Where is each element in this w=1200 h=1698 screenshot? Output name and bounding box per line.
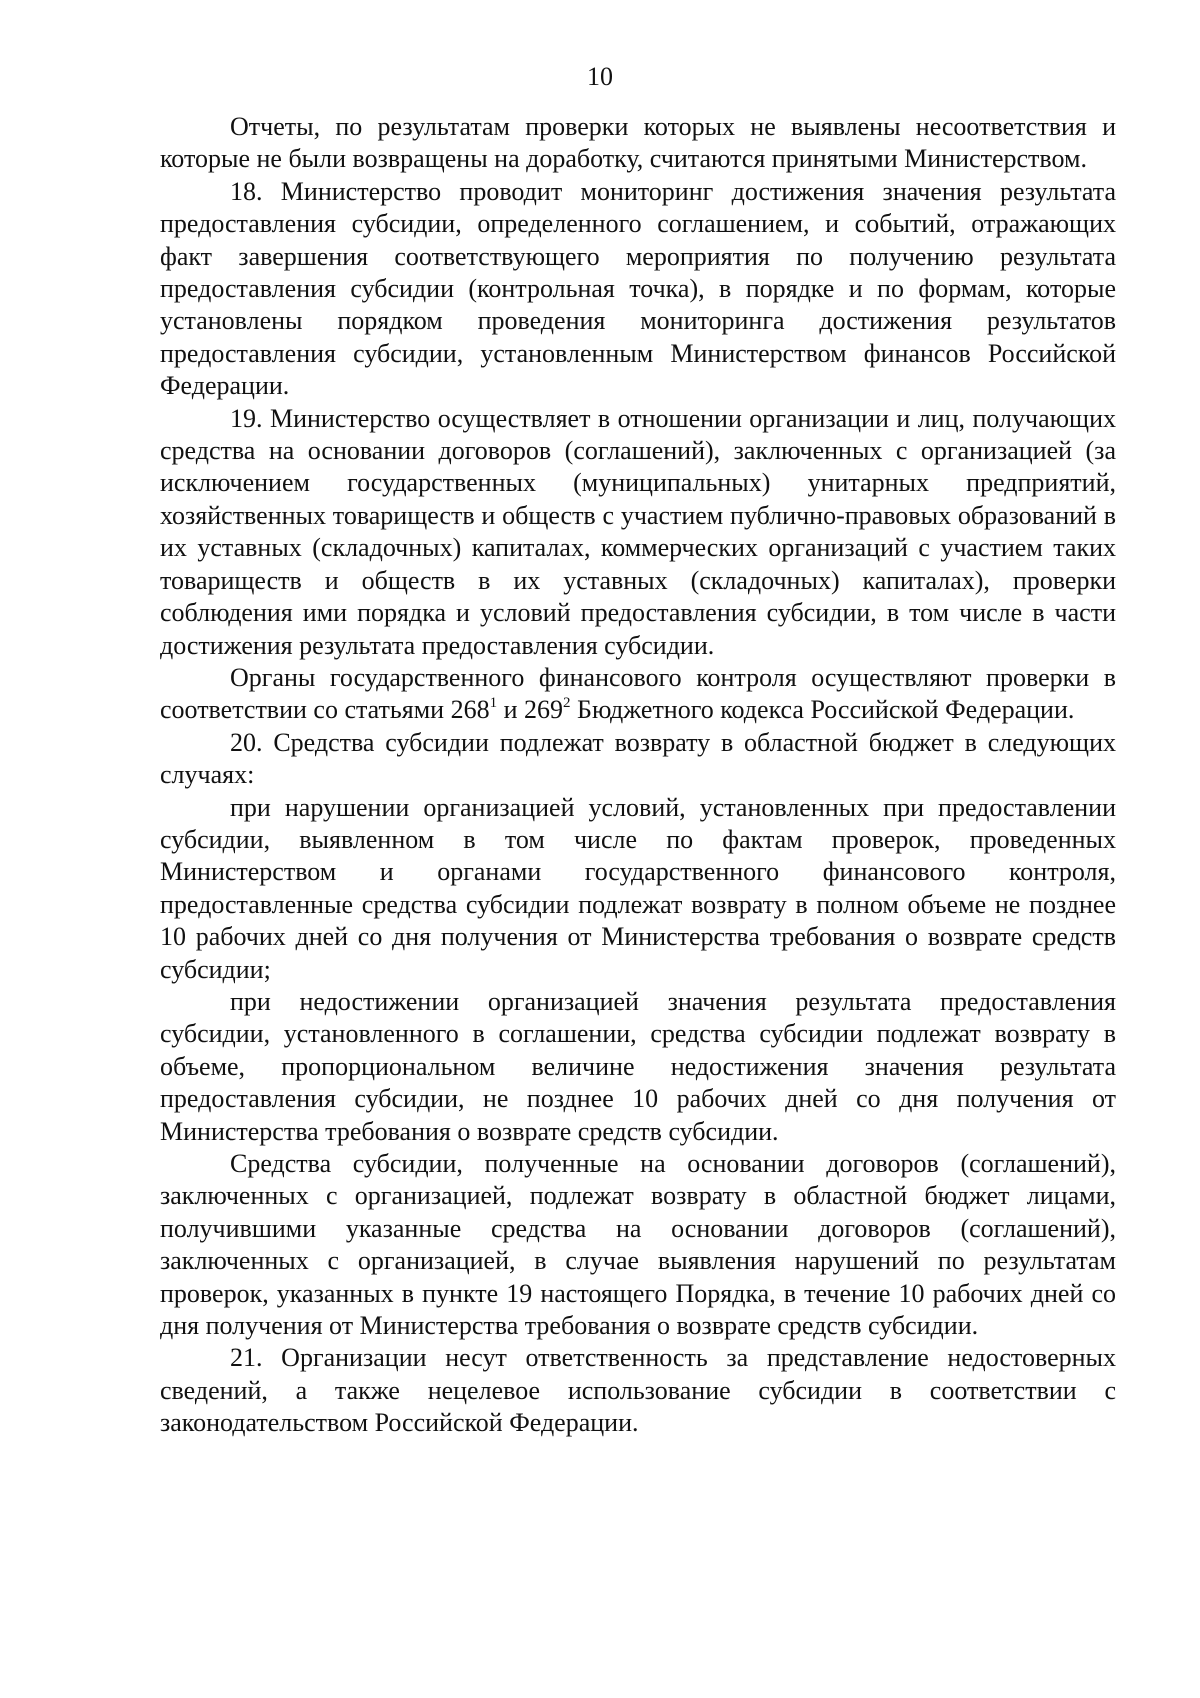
paragraph-18-monitoring: 18. Министерство проводит мониторинг достижения значения результата предоставления субсидии, определенного соглашением, и событий, отражающих факт завершения соответствующего мероприятия по получению результата предоставления субсидии (контрольная точка), в порядке и по формам, которые установлены порядком проведения мониторинга достижения результатов предоставления субсидии, установленным Министерством финансов Российской Федерации. [160, 176, 1116, 401]
page-number: 10 [587, 62, 613, 91]
paragraph-21-responsibility: 21. Организации несут ответственность за представление недостоверных сведений, а также нецелевое использование субсидии в соответствии с законодательством Российской Федерации. [160, 1343, 1116, 1438]
article-268-superscript: 1 [489, 695, 498, 712]
financial-control-text-middle: и 269 [497, 695, 564, 725]
paragraph-19-inspections: 19. Министерство осуществляет в отношении организации и лиц, получающих средства на основании договоров (соглашений), заключенных с организацией (за исключением государственных (муниципальных) унитарных предприятий, хозяйственных товариществ и обществ с участием публично-правовых образований в их уставных (складочных) капиталах, коммерческих организаций с участием таких товариществ и обществ в их уставных (складочных) капиталах), проверки соблюдения ими порядка и условий предоставления субсидии, в том числе в части достижения результата предоставления субсидии. [160, 403, 1116, 660]
paragraph-nonachievement-return: при недостижении организацией значения результата предоставления субсидии, установленного в соглашении, средства субсидии подлежат возврату в объеме, пропорциональном величине недостижения значения результата предоставления субсидии, не позднее 10 рабочих дней со дня получения от Министерства требования о возврате средств субсидии. [160, 986, 1116, 1146]
paragraph-reports-accepted: Отчеты, по результатам проверки которых не выявлены несоответствия и которые не были возвращены на доработку, считаются принятыми Министерством. [160, 112, 1116, 174]
document-body [160, 111, 1116, 1440]
paragraph-violation-return: при нарушении организацией условий, установленных при предоставлении субсидии, выявленном в том числе по фактам проверок, проведенных Министерством и органами государственного финансового контроля, предоставленные средства субсидии подлежат возврату в полном объеме не позднее 10 рабочих дней со дня получения от Министерства требования о возврате средств субсидии; [160, 792, 1116, 984]
article-269-superscript: 2 [563, 695, 571, 712]
paragraph-third-party-return: Средства субсидии, полученные на основании договоров (соглашений), заключенных с организацией, подлежат возврату в областной бюджет лицами, получившими указанные средства на основании договоров (соглашений), заключенных с организацией, в случае выявления нарушений по результатам проверок, указанных в пункте 19 настоящего Порядка, в течение 10 рабочих дней со дня получения от Министерства требования о возврате средств субсидии. [160, 1149, 1116, 1341]
paragraph-20-return-cases: 20. Средства субсидии подлежат возврату в областной бюджет в следующих случаях: [160, 727, 1116, 790]
financial-control-text-start: Органы государственного финансового контроля осуществляют проверки в соответствии со статьями 268 [160, 662, 1116, 725]
financial-control-text-end: Бюджетного кодекса Российской Федерации. [570, 695, 1075, 725]
paragraph-financial-control [160, 662, 1116, 727]
